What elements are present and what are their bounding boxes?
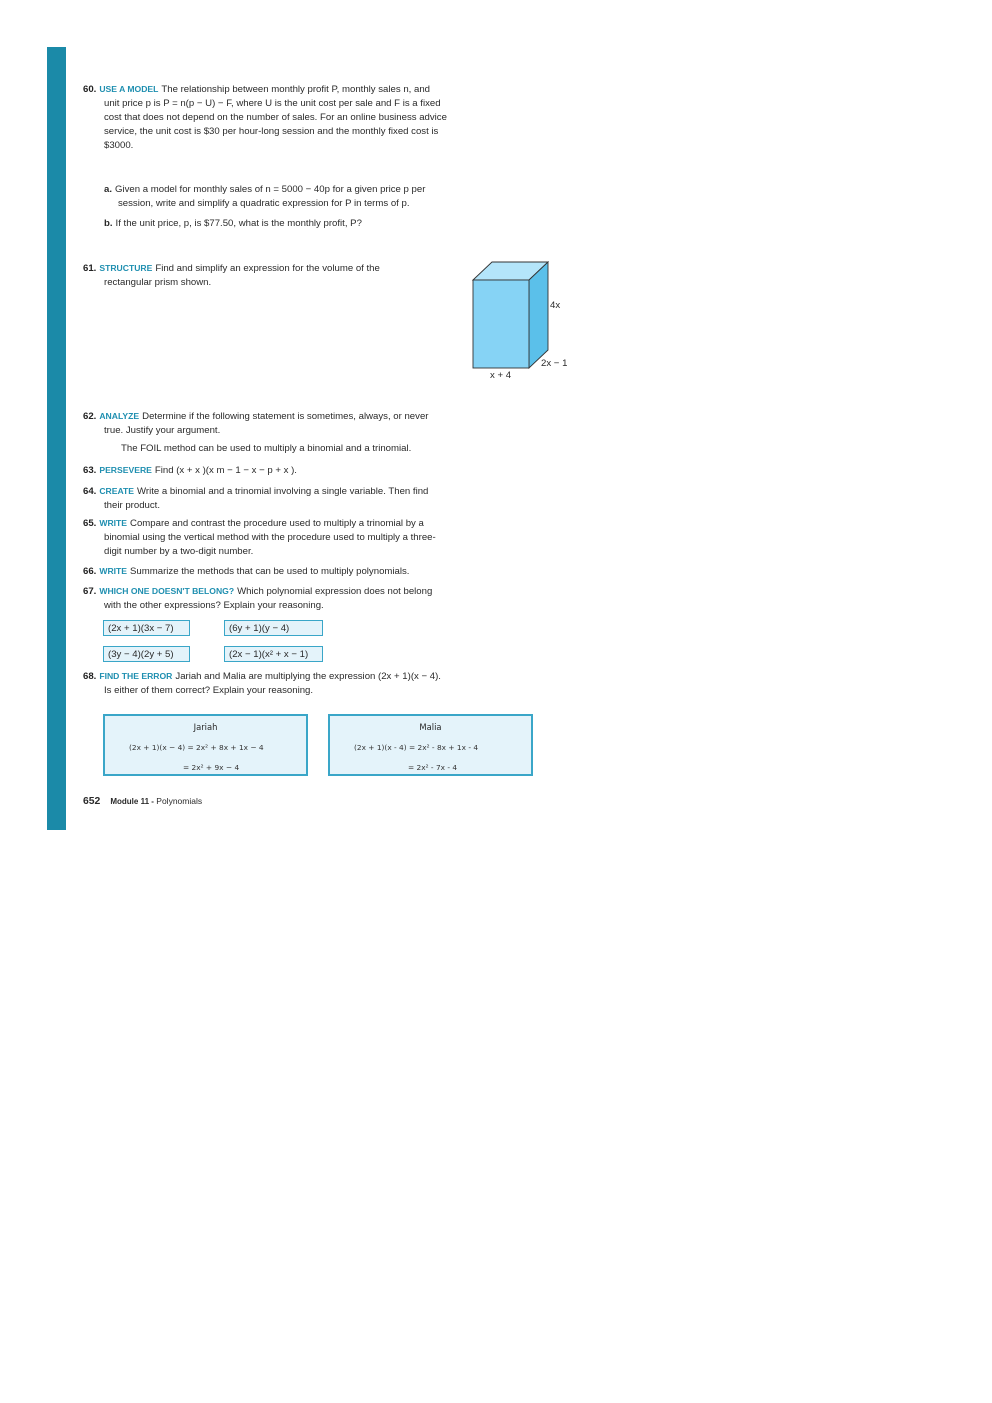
problem-text-line: true. Justify your argument. [104, 425, 221, 436]
problem-text-line: service, the unit cost is $30 per hour-long session and the monthly fixed cost is [104, 126, 439, 137]
prism-height-label: 4x [550, 300, 561, 311]
problem-number: 68. [83, 671, 97, 682]
problem-text-line: Find and simplify an expression for the volume of the [155, 263, 380, 274]
problem-tag: WRITE [99, 566, 128, 576]
problem-text-line: rectangular prism shown. [104, 277, 212, 288]
work-line: (2x + 1)(x - 4) = 2x² - 8x + 1x - 4 [354, 743, 479, 752]
student-name: Malia [419, 722, 442, 732]
module-title: Polynomials [156, 796, 203, 806]
problem-number: 67. [83, 586, 97, 597]
prism-width-label: x + 4 [490, 370, 512, 381]
problem-text-line: Is either of them correct? Explain your reasoning. [104, 685, 314, 696]
foil-statement: The FOIL method can be used to multiply a binomial and a trinomial. [121, 443, 412, 454]
sidebar-accent-bar [47, 47, 66, 830]
problem-tag: STRUCTURE [99, 263, 153, 273]
problem-text-line: Jariah and Malia are multiplying the expression (2x + 1)(x − 4). [175, 671, 441, 682]
prism-depth-label: 2x − 1 [541, 358, 568, 369]
problem-text-line: Write a binomial and a trinomial involving a single variable. Then find [137, 486, 429, 497]
part-label: b. [104, 218, 113, 229]
rectangular-prism-figure [470, 258, 560, 373]
problem-63 [83, 463, 503, 478]
problem-tag: WRITE [99, 518, 128, 528]
expression-box: (3y − 4)(2y + 5) [103, 646, 190, 662]
problem-65 [83, 516, 503, 559]
problem-64 [83, 484, 503, 513]
work-line: = 2x² - 7x - 4 [408, 763, 458, 772]
malia-work-box [328, 714, 533, 776]
expression-box: (6y + 1)(y − 4) [224, 620, 323, 636]
problem-text-line: cost that does not depend on the number of sales. For an online business advice [104, 112, 447, 123]
problem-60a [104, 183, 504, 211]
problem-67 [83, 584, 503, 613]
problem-text-line: digit number by a two-digit number. [104, 546, 254, 557]
problem-text: Summarize the methods that can be used to multiply polynomials. [130, 566, 410, 577]
problem-number: 65. [83, 518, 97, 529]
problem-text-line: Which polynomial expression does not belong [237, 586, 433, 597]
problem-text-line: their product. [104, 500, 160, 511]
page-number: 652 [83, 796, 101, 807]
problem-number: 61. [83, 263, 97, 274]
problem-text-line: binomial using the vertical method with the procedure used to multiply a three- [104, 532, 436, 543]
work-line: (2x + 1)(x − 4) = 2x² + 8x + 1x − 4 [129, 743, 264, 752]
problem-60 [83, 82, 503, 153]
problem-number: 62. [83, 411, 97, 422]
problem-tag: PERSEVERE [99, 465, 152, 475]
problem-tag: CREATE [99, 486, 135, 496]
problem-tag: USE A MODEL [99, 84, 159, 94]
problem-number: 66. [83, 566, 97, 577]
problem-text-line: with the other expressions? Explain your reasoning. [104, 600, 324, 611]
problem-62 [83, 409, 503, 438]
problem-text: Find (x + x )(x m − 1 − x − p + x ). [154, 465, 297, 476]
problem-text-line: Determine if the following statement is sometimes, always, or never [142, 411, 429, 422]
part-label: a. [104, 184, 113, 195]
expression-box: (2x + 1)(3x − 7) [103, 620, 190, 636]
problem-61 [83, 261, 443, 290]
problem-tag: FIND THE ERROR [99, 671, 173, 681]
problem-68 [83, 669, 513, 698]
page-footer [83, 796, 202, 807]
problem-60b [104, 217, 504, 231]
part-text-line: Given a model for monthly sales of n = 5000 − 40p for a given price p per [115, 184, 426, 195]
problem-66 [83, 564, 503, 579]
jariah-work-box [103, 714, 308, 776]
student-name: Jariah [193, 722, 218, 732]
part-text: If the unit price, p, is $77.50, what is the monthly profit, P? [115, 218, 362, 229]
expression-box: (2x − 1)(x² + x − 1) [224, 646, 323, 662]
problem-text-line: Compare and contrast the procedure used to multiply a trinomial by a [130, 518, 424, 529]
problem-tag: ANALYZE [99, 411, 140, 421]
problem-number: 64. [83, 486, 97, 497]
problem-tag: WHICH ONE DOESN'T BELONG? [99, 586, 235, 596]
problem-text-line: unit price p is P = n(p − U) − F, where U is the unit cost per sale and F is a fixed [104, 98, 441, 109]
prism-side-face [529, 262, 548, 368]
prism-front-face [473, 280, 529, 368]
problem-number: 63. [83, 465, 97, 476]
module-label: Module 11 - [110, 797, 154, 806]
part-text-line: session, write and simplify a quadratic expression for P in terms of p. [118, 198, 410, 209]
work-line: = 2x² + 9x − 4 [183, 763, 240, 772]
problem-text-line: The relationship between monthly profit P, monthly sales n, and [161, 84, 430, 95]
problem-number: 60. [83, 84, 97, 95]
problem-text-line: $3000. [104, 140, 134, 151]
